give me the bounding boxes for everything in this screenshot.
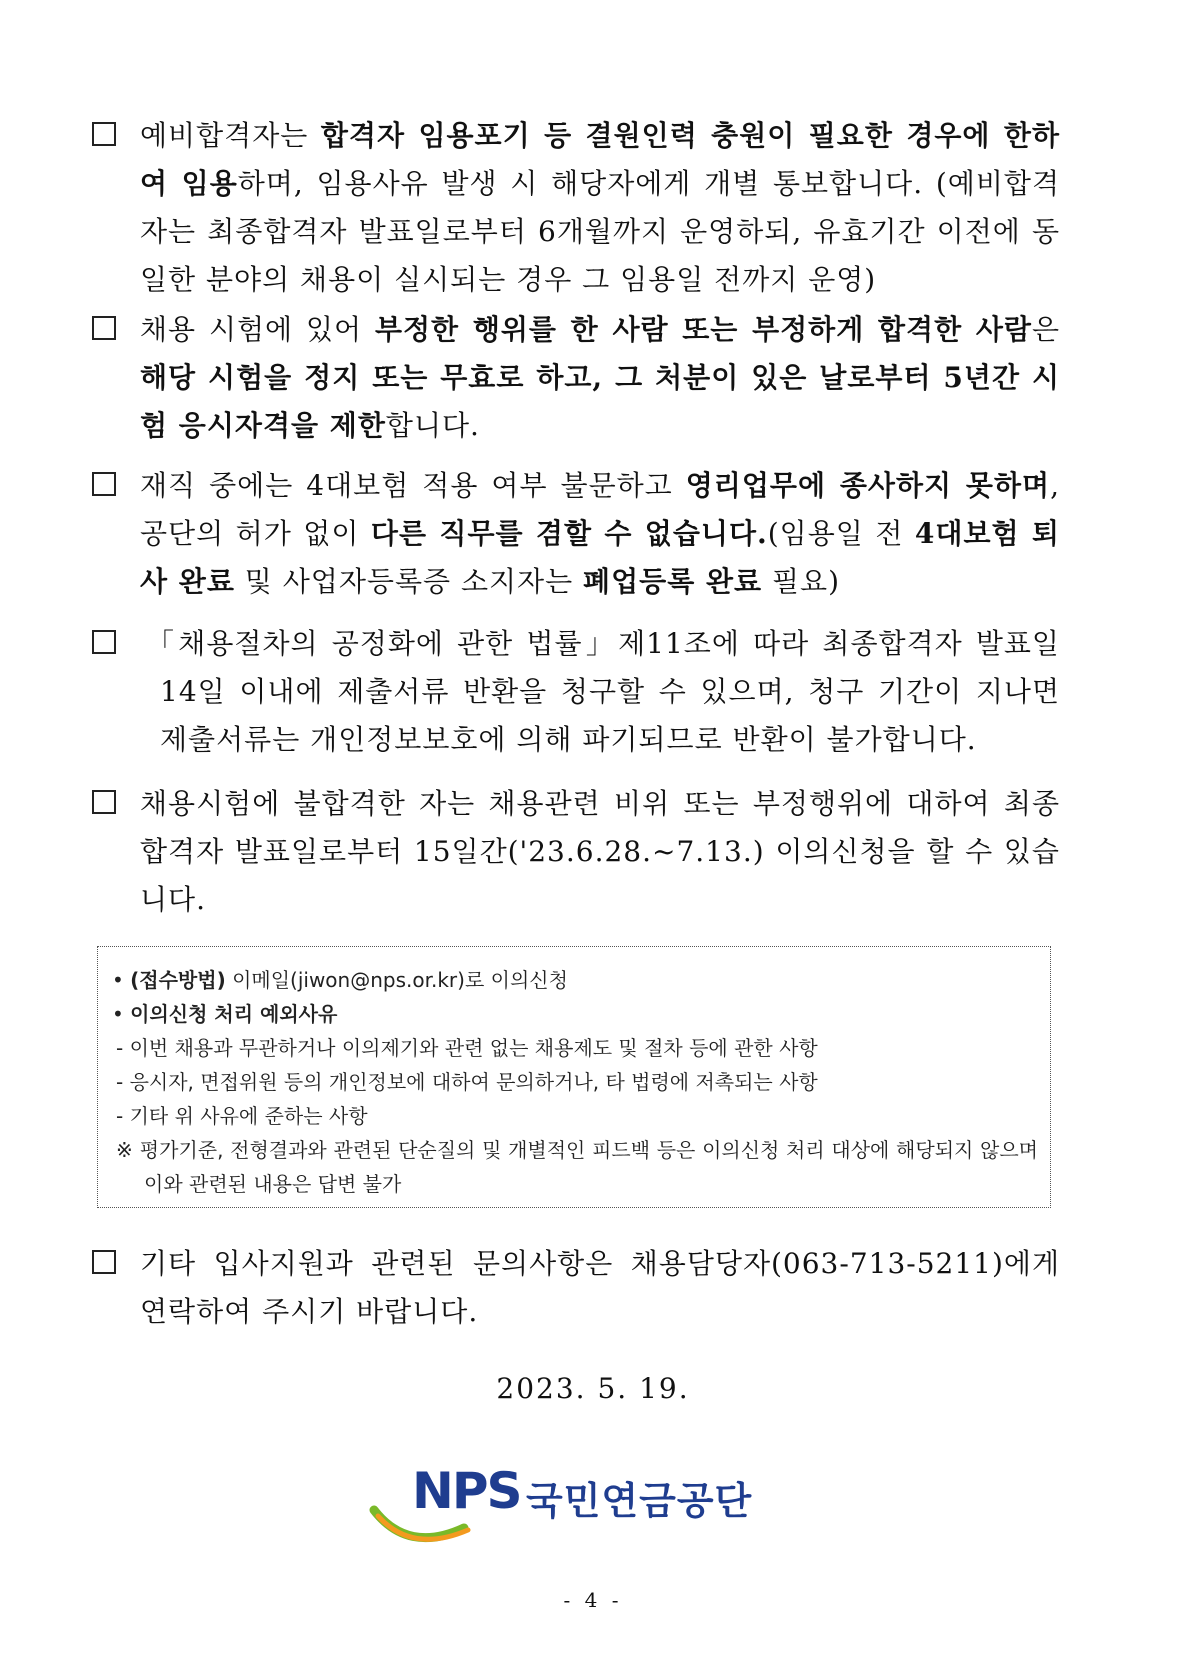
text-span: (임용일 전: [767, 517, 915, 550]
checkbox-icon: [92, 472, 116, 496]
notice-item-contact: [92, 1240, 1060, 1336]
notice-item-document-return: [92, 620, 1060, 764]
text-span-bold: 합격자 임용포기 등 결원인력 충원이 필요한 경우에 한하여 임용: [140, 119, 1060, 200]
notice-text: [140, 462, 1060, 606]
text-span: 필요): [762, 565, 841, 598]
text-span-bold: 해당 시험을 정지 또는 무효로 하고, 그 처분이 있은 날로부터 5년간 시험 응시자격을 제한: [140, 361, 1060, 442]
notice-item-misconduct: [92, 306, 1060, 450]
page-number: - 4 -: [563, 1588, 623, 1612]
notice-text: [140, 112, 1060, 304]
text-span-bold: 부정한 행위를 한 사람 또는 부정하게 합격한 사람: [374, 313, 1032, 346]
notice-text: [140, 306, 1060, 450]
notice-item-dual-employment: [92, 462, 1060, 606]
checkbox-icon: [92, 630, 116, 654]
text-span: 및 사업자등록증 소지자는: [234, 565, 584, 598]
checkbox-icon: [92, 316, 116, 340]
note-exception-title: 이의신청 처리 예외사유: [130, 1002, 338, 1026]
text-span: 「채용절차의 공정화에 관한 법률」제11조에 따라 최종합격자 발표일 14일 이내에 제출서류 반환을 청구할 수 있으며, 청구 기간이 지나면 제출서류는 개인정보보호에 의해 파기되므로 반환이 불가합니다.: [146, 627, 1060, 756]
text-span: 은: [1031, 313, 1060, 346]
logo-abbr: NPS: [412, 1462, 521, 1520]
checkbox-icon: [92, 790, 116, 814]
text-span: (예비합격자는 최종합격자 발표일로부터 6개월까지 운영하되, 유효기간 이전에 동일한 분야의 채용이 실시되는 경우 그 임용일 전까지 운영): [140, 167, 1060, 296]
text-span-bold: 다른 직무를 겸할 수 없습니다.: [370, 517, 768, 550]
text-span-bold: 폐업등록 완료: [583, 565, 763, 598]
text-span: 합니다.: [385, 409, 480, 442]
note-method-label: (접수방법): [130, 968, 226, 992]
note-method-row: [112, 963, 1038, 997]
objection-info-box: [97, 946, 1051, 1208]
text-span: 채용 시험에 있어: [140, 313, 375, 346]
bullet-icon: •: [112, 1002, 131, 1026]
document-date: 2023. 5. 19.: [496, 1372, 690, 1405]
checkbox-icon: [92, 1250, 116, 1274]
text-span-bold: 4대보험 퇴사 완료: [140, 517, 1060, 598]
note-exception-item: - 이번 채용과 무관하거나 이의제기와 관련 없는 채용제도 및 절차 등에 관한 사항: [116, 1036, 818, 1060]
notice-item-objection: [92, 780, 1060, 924]
bullet-icon: •: [112, 968, 131, 992]
notice-text: [140, 780, 1060, 924]
text-span: 채용시험에 불합격한 자는 채용관련 비위 또는 부정행위에 대하여 최종합격자 발표일로부터 15일간('23.6.28.~7.13.) 이의신청을 할 수 있습니다.: [140, 787, 1060, 916]
note-reference: ※ 평가기준, 전형결과와 관련된 단순질의 및 개별적인 피드백 등은 이의신청 처리 대상에 해당되지 않으며 이와 관련된 내용은 답변 불가: [116, 1138, 1038, 1196]
text-span-bold: 영리업무에 종사하지 못하며: [685, 469, 1051, 502]
notice-item-reserve-candidates: [92, 112, 1060, 304]
checkbox-icon: [92, 122, 116, 146]
text-span: 예비합격자는: [140, 119, 321, 152]
text-span: 기타 입사지원과 관련된 문의사항은 채용담당자(063-713-5211)에게 연락하여 주시기 바랍니다.: [140, 1247, 1060, 1328]
logo-name: 국민연금공단: [526, 1479, 753, 1523]
notice-text: [140, 1240, 1060, 1336]
text-span: , 공단의 허가 없이: [140, 469, 1060, 550]
note-exception-item: - 응시자, 면접위원 등의 개인정보에 대하여 문의하거나, 타 법령에 저촉되는 사항: [116, 1070, 818, 1094]
text-span: 하며, 임용사유 발생 시 해당자에게 개별 통보합니다.: [237, 167, 924, 200]
nps-logo: [368, 1458, 788, 1548]
note-exception-title-row: [112, 997, 1038, 1031]
text-span: 재직 중에는 4대보험 적용 여부 불문하고: [140, 469, 686, 502]
note-method-text: 이메일(jiwon@nps.or.kr)로 이의신청: [225, 968, 568, 992]
notice-text: [146, 620, 1060, 764]
note-exception-item: - 기타 위 사유에 준하는 사항: [116, 1104, 368, 1128]
